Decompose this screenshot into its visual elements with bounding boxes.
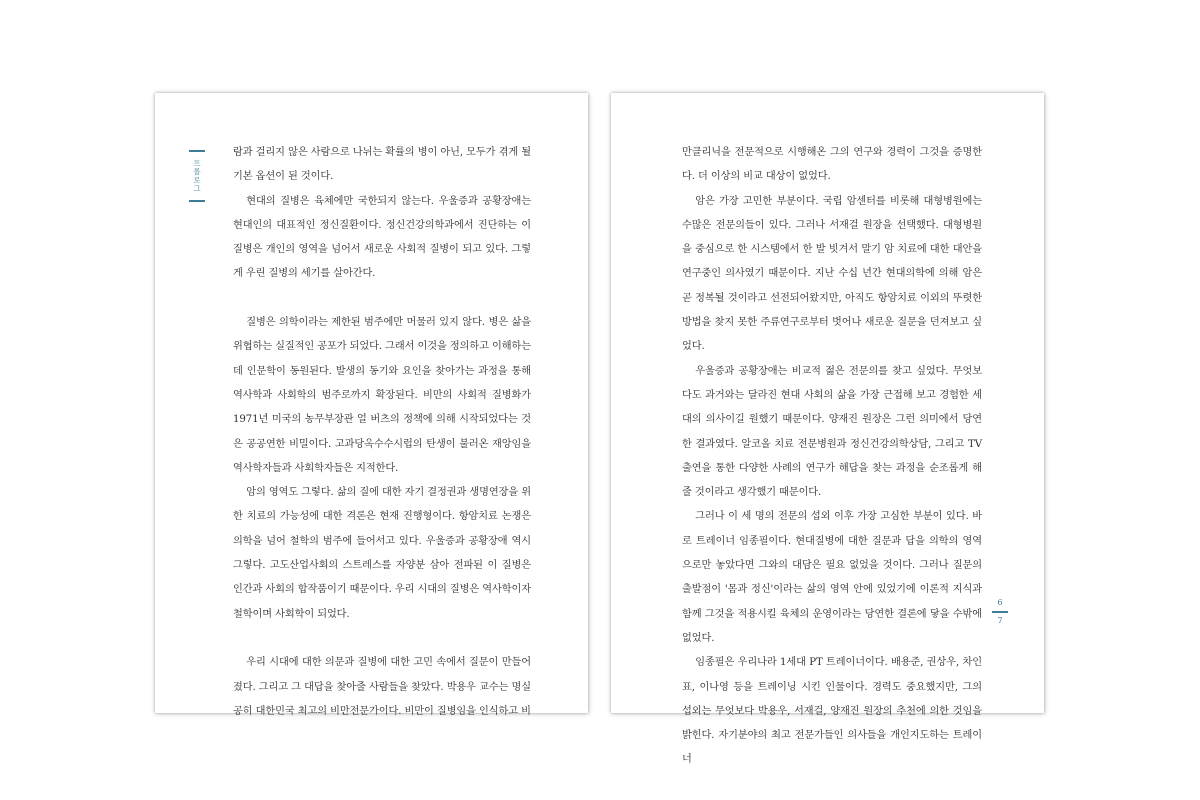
- right-page: [611, 93, 1044, 766]
- running-head-bottom-rule: [189, 200, 205, 202]
- page-number-right: 7: [997, 615, 1003, 625]
- paragraph: 질병은 의학이라는 제한된 범주에만 머물러 있지 않다. 병은 삶을 위협하는 실질적인 공포가 되었다. 그래서 이것을 정의하고 이해하는데 인문학이 동원된다. 발생의 동기와 요인을 찾아가는 과정을 통해 역사학과 사회학의 범주로까지 확장된다. 비만의 사회적 질병화가 1971년 미국의 농무부장관 얼 버츠의 정책에 의해 시작되었다는 것은 공공연한 비밀이다. 고과당옥수수시럽의 탄생이 불러온 재앙임을 역사학자들과 사회학자들은 지적한다.: [233, 317, 531, 474]
- page-numbers: [987, 598, 1013, 625]
- paragraph: 암의 영역도 그렇다. 삶의 질에 대한 자기 결정권과 생명연장을 위한 치료의 가능성에 대한 격론은 현재 진행형이다. 항암치료 논쟁은 의학을 넘어 철학의 범주에 들어서고 있다. 우울증과 공황장애 역시 그렇다. 고도산업사회의 스트레스를 자양분 삼아 전파된 이 질병은 인간과 사회의 합작품이기 때문이다. 우리 시대의 질병은 역사학이자 철학이며 사회학이 되었다.: [233, 487, 531, 620]
- running-head: [189, 150, 205, 202]
- paragraph: 우리 시대에 대한 의문과 질병에 대한 고민 속에서 질문이 만들어졌다. 그리고 그 대답을 찾아줄 사람들을 찾았다. 박용우 교수는 명실공히 대한민국 최고의 비만전문가이다. 비만이 질병임을 인식하고 비: [233, 657, 531, 717]
- paragraph: 암은 가장 고민한 부분이다. 국립 암센터를 비롯해 대형병원에는 수많은 전문의들이 있다. 그러나 서재걸 원장을 선택했다. 대형병원을 중심으로 한 시스템에서 한 발 빗겨서 말기 암 치료에 대한 대안을 연구중인 의사였기 때문이다. 지난 수십 년간 현대의학에 의해 암은 곧 정복될 것이라고 선전되어왔지만, 아직도 항암치료 이외의 뚜렷한 방법을 찾지 못한 주류연구로부터 벗어나 새로운 질문을 던져보고 싶었다.: [682, 195, 982, 353]
- page-number-rule: [992, 611, 1008, 613]
- running-head-label: 프롤로그: [192, 159, 202, 193]
- running-head-top-rule: [189, 150, 205, 152]
- left-page: [155, 93, 588, 717]
- paragraph: 람과 걸리지 않은 사람으로 나뉘는 확률의 병이 아닌, 모두가 겪게 될 기본 옵션이 된 것이다.: [233, 147, 531, 183]
- paragraph: 그러나 이 세 명의 전문의 섭외 이후 가장 고심한 부분이 있다. 바로 트레이너 임종필이다. 현대질병에 대한 질문과 답을 의학의 영역으로만 놓았다면 그와의 대담은 필요 없었을 것이다. 그러나 질문의 출발점이 '몸과 정신'이라는 삶의 영역 안에 있었기에 이론적 지식과 함께 그것을 적용시킬 육체의 운영이라는 당연한 결론에 닿을 수밖에 없었다.: [682, 511, 982, 644]
- paragraph: 우울증과 공황장애는 비교적 젊은 전문의를 찾고 싶었다. 무엇보다도 과거와는 달라진 현대 사회의 삶을 가장 근접해 보고 경험한 세대의 의사이길 원했기 때문이다. 양재진 원장은 그런 의미에서 당연한 결과였다. 알코올 치료 전문병원과 정신건강의학상담, 그리고 TV 출연을 통한 다양한 사례의 연구가 해답을 찾는 과정을 순조롭게 해줄 것이라고 생각했기 때문이다.: [682, 365, 982, 499]
- paragraph: 임종필은 우리나라 1세대 PT 트레이너이다. 배용준, 권상우, 차인표, 이나영 등을 트레이닝 시킨 인물이다. 경력도 중요했지만, 그의 섭외는 무엇보다 박용우, 서재걸, 양재진 원장의 추천에 의한 것임을 밝힌다. 자기분야의 최고 전문가들인 의사들을 개인지도하는 트레이너: [682, 657, 982, 766]
- left-body-text: [233, 141, 531, 724]
- paragraph: 만클리닉을 전문적으로 시행해온 그의 연구와 경력이 그것을 증명한다. 더 이상의 비교 대상이 없었다.: [682, 147, 982, 183]
- paragraph: 현대의 질병은 육체에만 국한되지 않는다. 우울증과 공황장애는 현대인의 대표적인 정신질환이다. 정신건강의학과에서 진단하는 이 질병은 개인의 영역을 넘어서 새로운 사회적 질병이 되고 있다. 그렇게 우린 질병의 세기를 살아간다.: [233, 195, 531, 280]
- page-number-left: 6: [997, 598, 1003, 607]
- right-body-text: [682, 141, 982, 773]
